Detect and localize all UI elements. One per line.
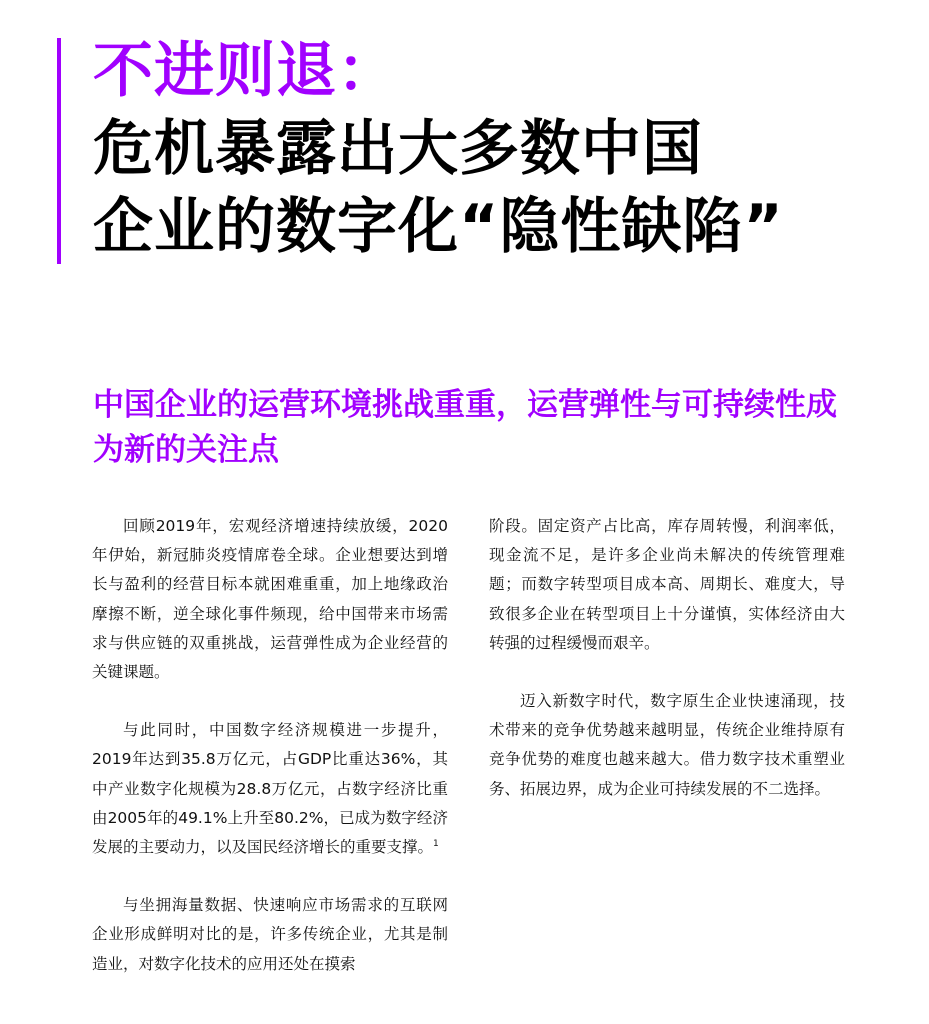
accent-bar — [57, 38, 61, 264]
page-title — [93, 32, 893, 266]
right-column — [489, 512, 845, 833]
paragraph-5: 迈入新数字时代，数字原生企业快速涌现，技术带来的竞争优势越来越明显，传统企业维持原有竞争优势的难度也越来越大。借力数字技术重塑业务、拓展边界，成为企业可持续发展的不二选择。 — [489, 692, 845, 798]
paragraph-2-text: 与此同时，中国数字经济规模进一步提升，2019年达到35.8万亿元，占GDP比重达36%，其中产业数字化规模为28.8万亿元，占数字经济比重由2005年的49.1%上升至80.2%，已成为数字经济发展的主要动力，以及国民经济增长的重要支撑。 — [92, 721, 448, 857]
title-line-2: 危机暴露出大多数中国 — [93, 114, 703, 184]
footnote-marker: 1 — [433, 838, 439, 849]
paragraph-3: 与坐拥海量数据、快速响应市场需求的互联网企业形成鲜明对比的是，许多传统企业，尤其是制造业，对数字化技术的应用还处在摸索 — [92, 896, 448, 973]
title-line-1: 不进则退： — [93, 36, 398, 106]
left-column — [92, 512, 448, 1008]
paragraph-1: 回顾2019年，宏观经济增速持续放缓，2020年伊始，新冠肺炎疫情席卷全球。企业想要达到增长与盈利的经营目标本就困难重重，加上地缘政治摩擦不断，逆全球化事件频现，给中国带来市场需求与供应链的双重挑战，运营弹性成为企业经营的关键课题。 — [92, 517, 448, 682]
paragraph-4: 阶段。固定资产占比高，库存周转慢，利润率低，现金流不足，是许多企业尚未解决的传统管理难题；而数字转型项目成本高、周期长、难度大，导致很多企业在转型项目上十分谨慎，实体经济由大转强的过程缓慢而艰辛。 — [489, 517, 845, 652]
title-line-3: 企业的数字化“隐性缺陷” — [93, 192, 784, 262]
paragraph-2 — [92, 716, 448, 862]
section-subtitle: 中国企业的运营环境挑战重重，运营弹性与可持续性成为新的关注点 — [93, 387, 837, 468]
